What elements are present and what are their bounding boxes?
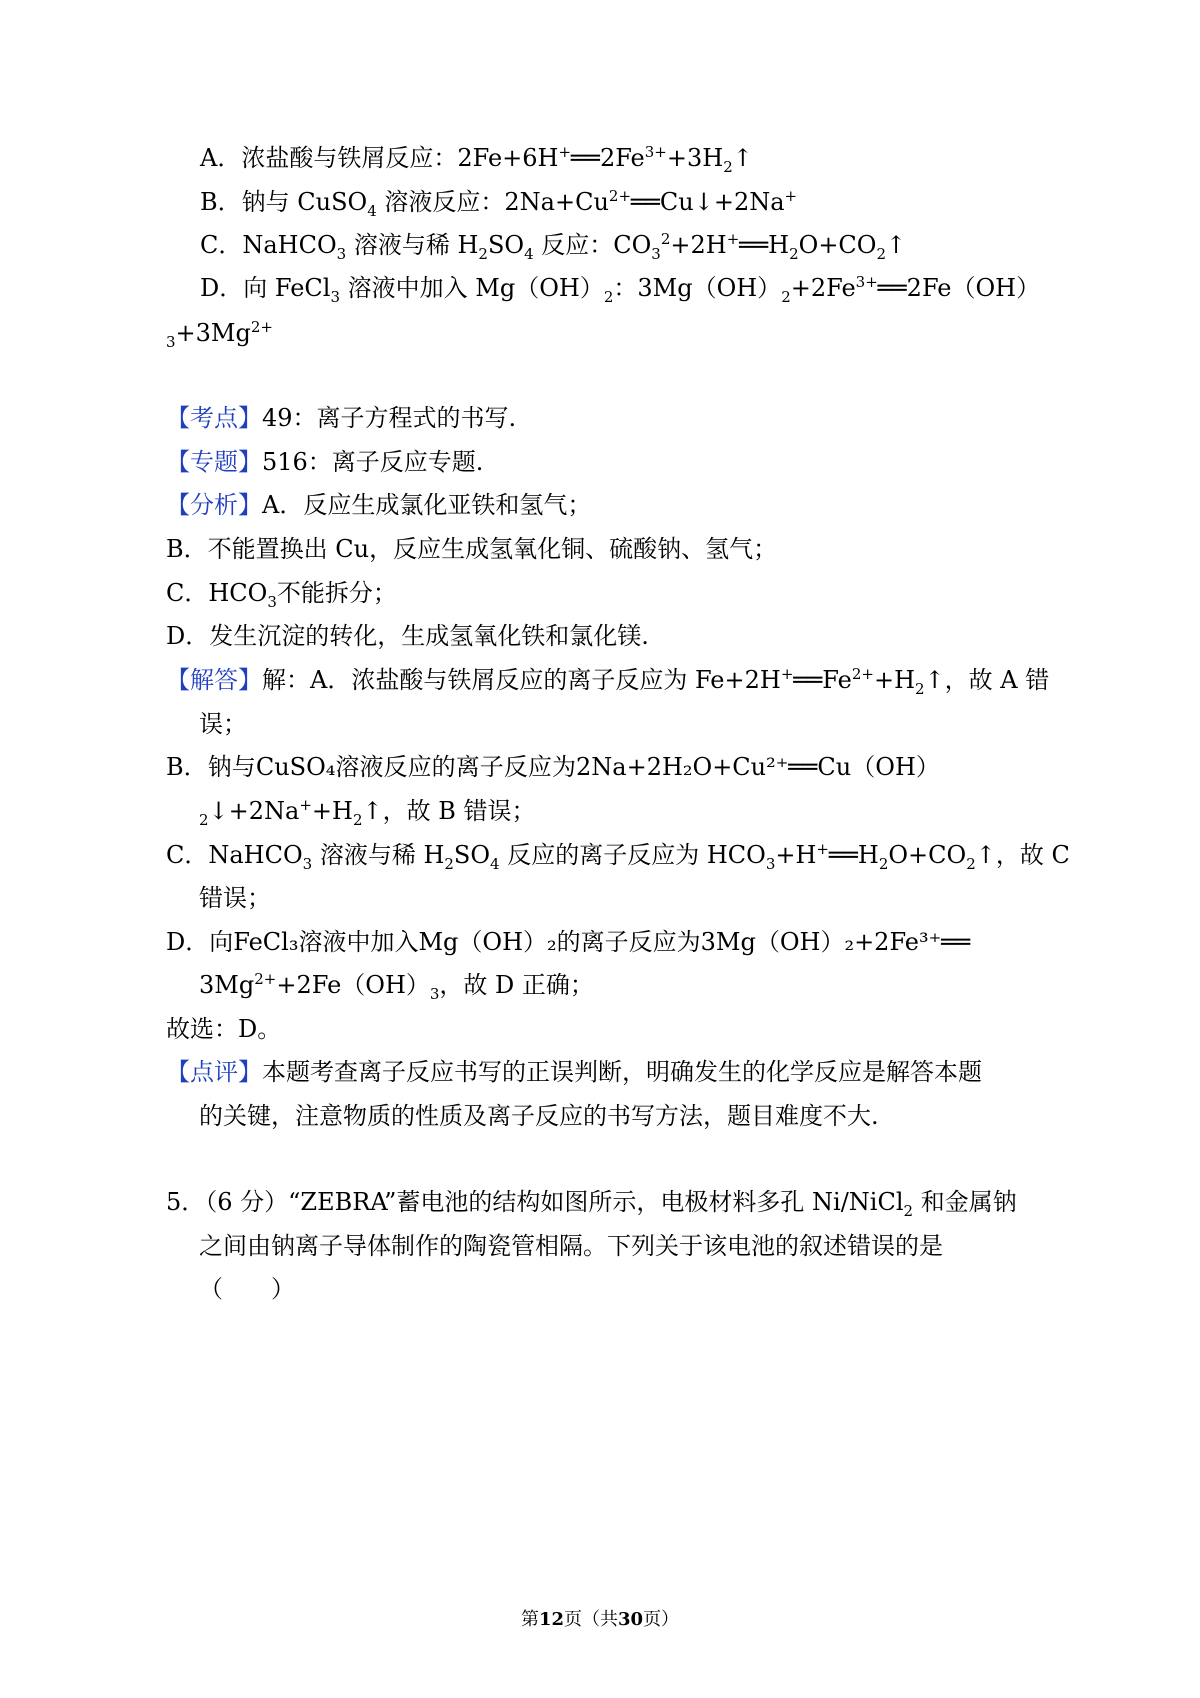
fenxi-d: D．发生沉淀的转化，生成氢氧化铁和氯化镁. [166, 622, 649, 650]
dianping-tag: 【点评】 [166, 1058, 262, 1086]
question-5-line2: 之间由钠离子导体制作的陶瓷管相隔。下列关于该电池的叙述错误的是 [199, 1232, 943, 1260]
fenxi-c: C．$HCO_3$不能拆分； [166, 579, 397, 611]
zhuanti-tag: 【专题】 [166, 448, 262, 476]
jieda-b2: $_2↓+2Na^++H_2↑$，故 B 错误； [199, 796, 536, 829]
dianping: 【点评】本题考查离子反应书写的正误判断，明确发生的化学反应是解答本题 [166, 1058, 982, 1086]
fenxi-tag: 【分析】 [166, 491, 262, 519]
page-footer: 第12页（共30页） [520, 1609, 680, 1630]
kaodian: 【考点】49：离子方程式的书写. [166, 404, 517, 432]
fenxi-b: B．不能置换出 Cu，反应生成氢氧化铜、硫酸钠、氢气； [166, 535, 778, 563]
page-total: 30 [618, 1609, 644, 1630]
jieda-tag: 【解答】 [166, 666, 262, 694]
jieda-a2: 误； [199, 710, 247, 738]
dianping-2: 的关键，注意物质的性质及离子反应的书写方法，题目难度不大. [199, 1102, 879, 1130]
option-c: C．NaHCO$_3$ 溶液与稀 $H_2SO_4$ 反应：$CO_3^2+2H^+══H_2O+CO_2↑$ [200, 230, 907, 263]
jieda-b1: B． 钠 与 CuSO₄溶 液 反 应 的 离 子 反 应 为 2Na+2H₂O+Cu²⁺══ Cu（ OH） [166, 753, 940, 781]
jieda-answer: 故选：D。 [166, 1015, 282, 1043]
option-b: B．钠与 CuSO$_4$ 溶液反应：$2Na+Cu^{2+}══Cu↓+2Na^+$ [200, 187, 798, 220]
fenxi: 【分析】A．反应生成氯化亚铁和氢气； [166, 491, 592, 519]
option-d-continued: $_3+3Mg^{2+}$ [166, 318, 273, 351]
jieda-d2: $3Mg^{2+}+2Fe(OH)_3$，故 D 正确； [199, 970, 594, 1003]
question-5: 5．（6 分）“ZEBRA”蓄电池的结构如图所示，电极材料多孔 Ni/NiCl$_2$ 和金属钠 [166, 1188, 1017, 1220]
jieda-c2: 错误； [199, 884, 271, 912]
jieda-d1: D． 向 FeCl₃溶 液 中 加 入 Mg（ OH）₂ 的 离 子 反 应 为 3Mg（ OH）₂+2Fe³⁺══ [166, 928, 971, 956]
option-d: D．向 FeCl$_3$ 溶液中加入 $Mg(OH)_2$：$3Mg(OH)_2+2Fe^{3+}══2Fe(OH)$ [200, 273, 1041, 306]
zhuanti: 【专题】516：离子反应专题. [166, 448, 484, 476]
jieda-c1: C．NaHCO$_3$ 溶液与稀 $H_2SO_4$ 反应的离子反应为 $HCO_3+H^+══H_2O+CO_2↑$，故 C [166, 840, 1070, 873]
kaodian-tag: 【考点】 [166, 404, 262, 432]
page-number: 12 [538, 1609, 564, 1630]
question-5-brackets: （ ） [199, 1275, 295, 1303]
jieda: 【解答】解：A．浓盐酸与铁屑反应的离子反应为 $Fe+2H^+══Fe^{2+}+H_2↑$，故 A 错 [166, 665, 1050, 698]
option-a: A．浓盐酸与铁屑反应：$2Fe+6H^+══2Fe^{3+}+3H_2↑$ [200, 143, 753, 176]
